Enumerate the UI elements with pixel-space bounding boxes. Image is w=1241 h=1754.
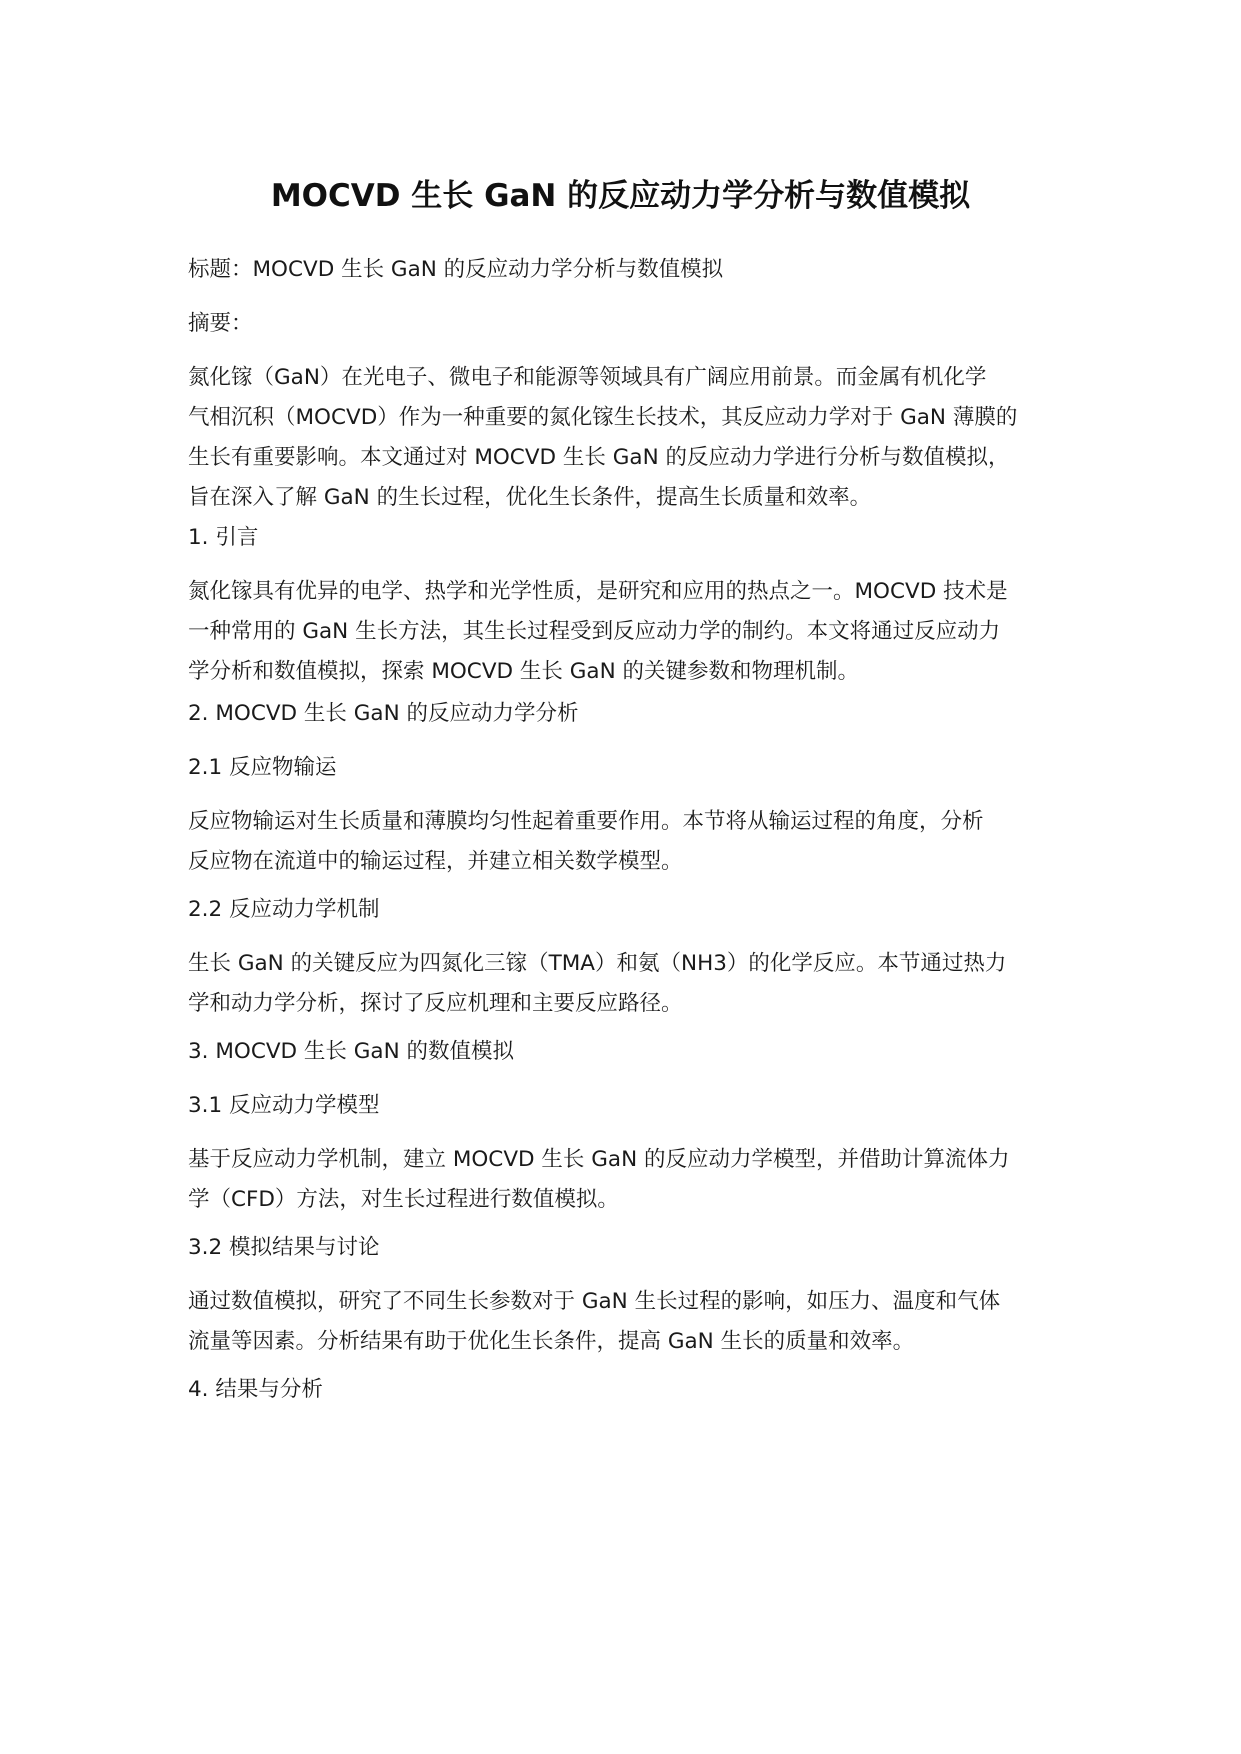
section-2-2-paragraph: [188, 944, 1058, 1024]
paragraph-line: 通过数值模拟，研究了不同生长参数对于 GaN 生长过程的影响，如压力、温度和气体: [188, 1289, 1001, 1314]
subsection-heading-2-2: 2.2 反应动力学机制: [188, 897, 380, 922]
paragraph-line: 生长 GaN 的关键反应为四氮化三镓（TMA）和氨（NH3）的化学反应。本节通过热力: [188, 951, 1007, 976]
paragraph-line: 氮化镓（GaN）在光电子、微电子和能源等领域具有广阔应用前景。而金属有机化学: [188, 365, 987, 390]
paragraph-line: 流量等因素。分析结果有助于优化生长条件，提高 GaN 生长的质量和效率。: [188, 1329, 915, 1354]
paragraph-line: 氮化镓具有优异的电学、热学和光学性质，是研究和应用的热点之一。MOCVD 技术是: [188, 579, 1008, 604]
paragraph-line: 反应物在流道中的输运过程，并建立相关数学模型。: [188, 849, 683, 874]
paragraph-line: 基于反应动力学机制，建立 MOCVD 生长 GaN 的反应动力学模型，并借助计算流体力: [188, 1147, 1010, 1172]
title-label-line: 标题：MOCVD 生长 GaN 的反应动力学分析与数值模拟: [188, 257, 724, 282]
subsection-heading-3-2: 3.2 模拟结果与讨论: [188, 1235, 380, 1260]
subsection-heading-2-1: 2.1 反应物输运: [188, 755, 337, 780]
document-title: MOCVD 生长 GaN 的反应动力学分析与数值模拟: [270, 178, 971, 214]
paragraph-line: 生长有重要影响。本文通过对 MOCVD 生长 GaN 的反应动力学进行分析与数值模拟，: [188, 445, 1010, 470]
paragraph-line: 学（CFD）方法，对生长过程进行数值模拟。: [188, 1187, 619, 1212]
paragraph-line: 学和动力学分析，探讨了反应机理和主要反应路径。: [188, 991, 683, 1016]
paragraph-line: 反应物输运对生长质量和薄膜均匀性起着重要作用。本节将从输运过程的角度，分析: [188, 809, 984, 834]
abstract-paragraph: [188, 358, 1058, 518]
paragraph-line: 旨在深入了解 GaN 的生长过程，优化生长条件，提高生长质量和效率。: [188, 485, 872, 510]
abstract-heading: 摘要：: [188, 311, 253, 336]
paragraph-line: 学分析和数值模拟，探索 MOCVD 生长 GaN 的关键参数和物理机制。: [188, 659, 860, 684]
section-1-paragraph: [188, 572, 1058, 692]
section-heading-1: 1. 引言: [188, 525, 259, 550]
paragraph-line: 一种常用的 GaN 生长方法，其生长过程受到反应动力学的制约。本文将通过反应动力: [188, 619, 1001, 644]
section-3-2-paragraph: [188, 1282, 1058, 1362]
subsection-heading-3-1: 3.1 反应动力学模型: [188, 1093, 380, 1118]
section-3-1-paragraph: [188, 1140, 1058, 1220]
section-heading-2: 2. MOCVD 生长 GaN 的反应动力学分析: [188, 701, 579, 726]
paragraph-line: 气相沉积（MOCVD）作为一种重要的氮化镓生长技术，其反应动力学对于 GaN 薄膜的: [188, 405, 1018, 430]
section-2-1-paragraph: [188, 802, 1058, 882]
section-heading-3: 3. MOCVD 生长 GaN 的数值模拟: [188, 1039, 515, 1064]
section-heading-4: 4. 结果与分析: [188, 1377, 323, 1402]
